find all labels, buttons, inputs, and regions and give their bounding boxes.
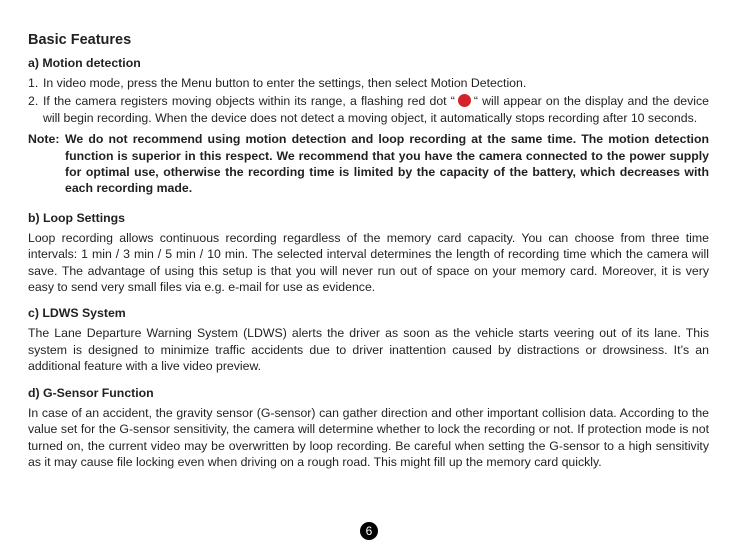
step-text (43, 93, 709, 126)
page-number-badge: 6 (360, 522, 378, 540)
list-item (28, 75, 709, 91)
note-text: We do not recommend using motion detection and loop recording at the same time. The motion detection function is superior in this respect. We recommend that you have the camera connected to the power supply for optimal use, otherwise the recording time is limited by the capacity of the battery, which decreases with each recording made. (65, 132, 709, 196)
motion-detection-heading: a) Motion detection (28, 56, 141, 70)
motion-steps-list (28, 75, 709, 126)
g-sensor-body: In case of an accident, the gravity sensor (G-sensor) can gather direction and other important collision data. According to the value set for the G-sensor sensitivity, the camera will determine whether to lock the recording or not. If protection mode is not turned on, the current video may be overwritten by loop recording. Be careful when setting the G-sensor to a high sensitivity as it may cause file locking even when driving on a rough road. This might fill up the memory card quickly. (28, 405, 709, 469)
g-sensor-heading: d) G-Sensor Function (28, 385, 154, 400)
ldws-body: The Lane Departure Warning System (LDWS) alerts the driver as soon as the vehicle starts veering out of its lane. This system is designed to minimize traffic accidents due to driver inattention caused by distractions or drowsiness. It’s an additional feature with a live video preview. (28, 326, 709, 374)
loop-settings-body: Loop recording allows continuous recording regardless of the memory card capacity. You can choose from three time intervals: 1 min / 3 min / 5 min / 10 min. The selected interval determines the length of recording time which the camera will save. The advantage of using this setup is that you will never run out of space on your memory card. Moreover, it is very easy to send very small files via e.g. e-mail for use as evidence. (28, 230, 709, 295)
motion-detection-section (28, 55, 709, 197)
loop-settings-section (28, 210, 709, 296)
manual-page (28, 30, 709, 470)
step-text-before: If the camera registers moving objects within its range, a flashing red dot “ (43, 94, 455, 109)
motion-note (28, 131, 709, 197)
g-sensor-section (28, 385, 709, 471)
step-text-after: “ will appear on the display and the device will begin recording. When the device does not detect a moving object, it automatically stops recording after 10 seconds. (43, 94, 710, 125)
step-number: 1. (28, 76, 39, 90)
ldws-section (28, 305, 709, 374)
red-dot-icon (458, 94, 471, 107)
list-item (28, 93, 709, 126)
loop-settings-heading: b) Loop Settings (28, 210, 125, 225)
step-text: In video mode, press the Menu button to enter the settings, then select Motion Detection. (43, 76, 527, 90)
note-label: Note: (28, 132, 60, 147)
step-number: 2. (28, 94, 39, 109)
ldws-heading: c) LDWS System (28, 306, 126, 321)
page-title: Basic Features (28, 32, 132, 48)
